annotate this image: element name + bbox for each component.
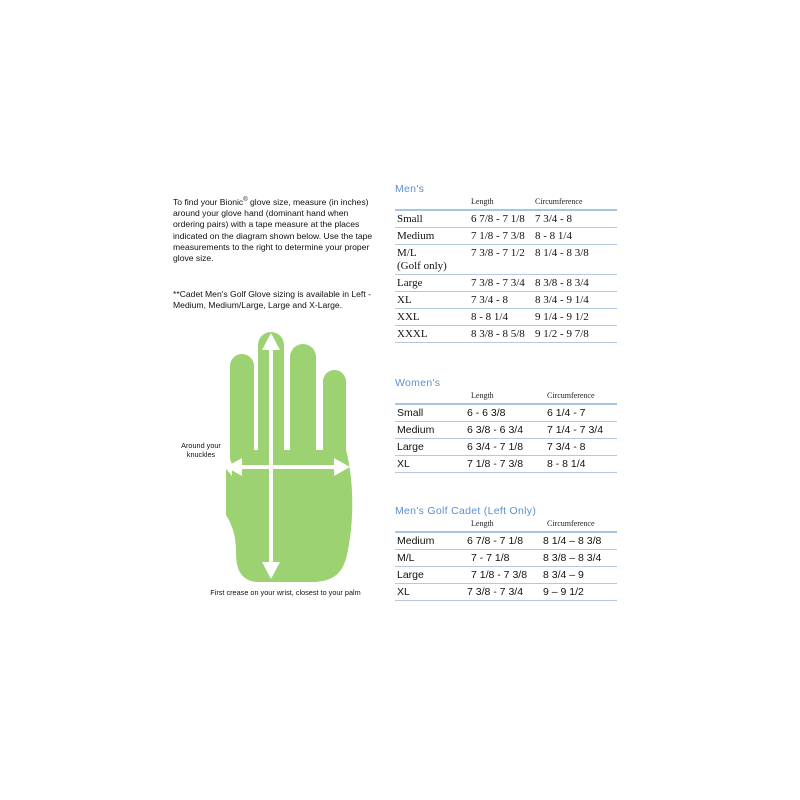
size-cell: Medium: [397, 535, 435, 547]
size-cell: Medium: [397, 230, 435, 242]
size-cell: M/L: [397, 247, 417, 259]
table-row: [395, 275, 617, 292]
circumference-cell: 9 1/2 - 9 7/8: [535, 328, 589, 340]
size-cell: Small: [397, 213, 423, 225]
size-cell: M/L: [397, 552, 415, 564]
table-row: [395, 292, 617, 309]
womens-size-table: [395, 377, 617, 473]
hand-shape: [226, 332, 352, 582]
length-cell: 7 1/8 - 7 3/8: [467, 458, 524, 470]
length-cell: 7 1/8 - 7 3/8: [471, 569, 528, 581]
mens-size-table: [395, 183, 617, 343]
hand-diagram: [226, 330, 362, 584]
circumference-cell: 7 3/4 - 8: [535, 213, 572, 225]
length-cell: 7 3/8 - 7 1/2: [471, 247, 525, 259]
length-cell: 6 - 6 3/8: [467, 407, 506, 419]
cadet-size-table: [395, 505, 617, 601]
table-row: [395, 309, 617, 326]
length-cell: 6 7/8 - 7 1/8: [471, 213, 525, 225]
length-header: Length: [471, 519, 494, 528]
size-cell: Medium: [397, 424, 435, 436]
length-cell: 7 3/4 - 8: [471, 294, 508, 306]
mens-table-title: Men's: [395, 183, 425, 195]
table-row: [395, 228, 617, 245]
circumference-cell: 8 3/8 – 8 3/4: [543, 552, 602, 564]
length-cell: 6 3/8 - 6 3/4: [467, 424, 524, 436]
circumference-cell: 7 1/4 - 7 3/4: [547, 424, 604, 436]
length-cell: 6 7/8 - 7 1/8: [467, 535, 524, 547]
size-cell: XL: [397, 458, 410, 470]
table-row: [395, 456, 617, 473]
circumference-cell: 7 3/4 - 8: [547, 441, 586, 453]
length-cell: 7 3/8 - 7 3/4: [471, 277, 525, 289]
size-cell: XXXL: [397, 328, 428, 340]
circumference-cell: 8 3/8 - 8 3/4: [535, 277, 589, 289]
table-row: [395, 245, 617, 275]
length-cell: 7 1/8 - 7 3/8: [471, 230, 525, 242]
instructions-body: glove size, measure (in inches) around your glove hand (dominant hand when ordering pairs) with a tape measure at the places indicated on the diagram shown below. Use the tape measurements to the right to determine your proper glove size.: [173, 196, 373, 264]
womens-header-row: [395, 389, 617, 403]
cadet-header-row: [395, 517, 617, 531]
table-row: [395, 567, 617, 584]
table-row: [395, 439, 617, 456]
circumference-cell: 8 3/4 – 9: [543, 569, 584, 581]
table-row: [395, 533, 617, 550]
circumference-cell: 8 1/4 – 8 3/8: [543, 535, 602, 547]
knuckles-label: Around your knuckles: [181, 441, 221, 459]
womens-table-title: Women's: [395, 377, 441, 389]
circumference-cell: 9 1/4 - 9 1/2: [535, 311, 589, 323]
size-cell: Small: [397, 407, 424, 419]
circumference-cell: 9 – 9 1/2: [543, 586, 584, 598]
circumference-cell: 8 1/4 - 8 3/8: [535, 247, 589, 259]
length-header: Length: [471, 391, 494, 400]
circumference-cell: 8 - 8 1/4: [535, 230, 572, 242]
length-cell: 8 3/8 - 8 5/8: [471, 328, 525, 340]
table-row: [395, 550, 617, 567]
size-cell: XL: [397, 294, 412, 306]
circumference-cell: 6 1/4 - 7: [547, 407, 586, 419]
instructions-lead: To find your Bionic: [173, 196, 244, 207]
mens-header-row: [395, 195, 617, 209]
table-row: [395, 584, 617, 601]
registered-mark: ®: [243, 197, 248, 203]
size-cell: Large: [397, 441, 424, 453]
cadet-note: **Cadet Men's Golf Glove sizing is available in Left - Medium, Medium/Large, Large and X-Large.: [173, 289, 371, 311]
wrist-label: First crease on your wrist, closest to your palm: [210, 588, 361, 597]
table-row: [395, 326, 617, 343]
length-header: Length: [471, 197, 494, 206]
instructions-text: [173, 195, 378, 265]
size-cell: XL: [397, 586, 410, 598]
table-row: [395, 405, 617, 422]
size-cell: Large: [397, 569, 424, 581]
table-row: [395, 211, 617, 228]
length-cell: 7 3/8 - 7 3/4: [467, 586, 524, 598]
circumference-cell: 8 3/4 - 9 1/4: [535, 294, 589, 306]
table-row: [395, 422, 617, 439]
circumference-header: Circumference: [547, 391, 595, 400]
circumference-cell: 8 - 8 1/4: [547, 458, 586, 470]
circumference-header: Circumference: [547, 519, 595, 528]
circumference-header: Circumference: [535, 197, 583, 206]
length-cell: 7 - 7 1/8: [471, 552, 510, 564]
size-cell: XXL: [397, 311, 420, 323]
size-cell-note: (Golf only): [397, 260, 447, 272]
length-cell: 8 - 8 1/4: [471, 311, 508, 323]
length-cell: 6 3/4 - 7 1/8: [467, 441, 524, 453]
size-cell: Large: [397, 277, 423, 289]
cadet-table-title: Men's Golf Cadet (Left Only): [395, 505, 537, 517]
